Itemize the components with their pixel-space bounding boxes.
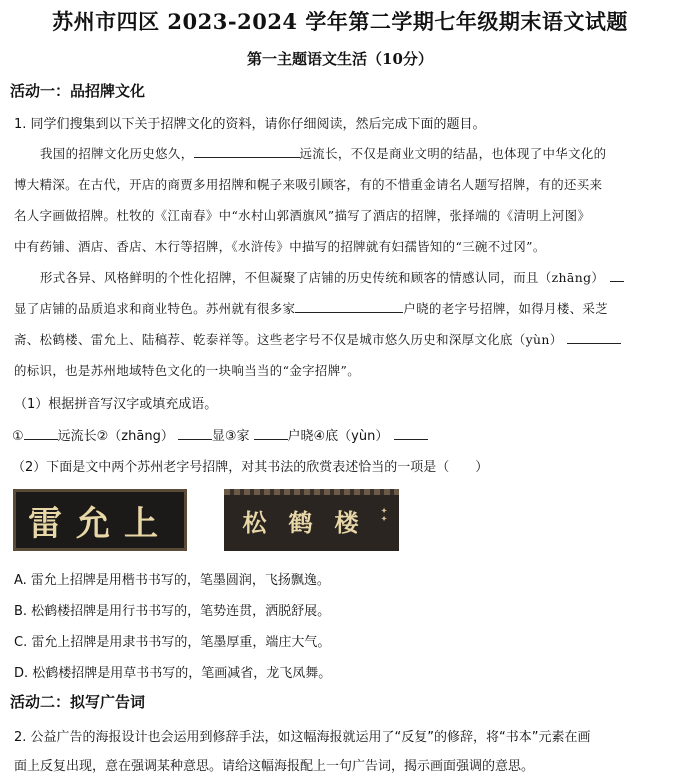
answer-blank[interactable] [24, 427, 58, 440]
page-title: 苏州市四区 2023-2024 学年第二学期七年级期末语文试题 [52, 9, 628, 34]
option-d[interactable]: D. 松鹤楼招牌是用草书书写的，笔画减省，龙飞凤舞。 [14, 666, 332, 681]
answer-blank[interactable] [194, 145, 300, 158]
signboard-songhelou: 松鹤楼 ✦✦ [224, 489, 399, 551]
passage-line: 我国的招牌文化历史悠久， 远流长，不仅是商业文明的结晶，也体现了中华文化的 [40, 146, 607, 161]
question-2-line: 面上反复出现，意在强调某种意思。请给这幅海报配上一句广告词，揭示画面强调的意思。 [14, 759, 535, 774]
answer-blank[interactable] [567, 331, 621, 344]
question-2-line: 2. 公益广告的海报设计也会运用到修辞手法，如这幅海报就运用了“反复”的修辞，将“书本”元素在画 [14, 730, 591, 745]
fill-line: ① 远流长②（zhāng） 显③家 户晓④底（yùn） [12, 425, 428, 444]
passage-line: 形式各异、风格鲜明的个性化招牌，不但凝聚了店铺的历史传统和顾客的情感认同，而且（zhāng） [40, 268, 624, 286]
passage-line: 中有药铺、酒店、香店、木行等招牌，《水浒传》中描写的招牌就有妇孺皆知的“三碗不过冈”。 [14, 239, 546, 254]
passage-line: 名人字画做招牌。杜牧的《江南春》中“水村山郭酒旗风”描写了酒店的招牌，张择端的《清明上河图》 [14, 208, 591, 223]
answer-blank[interactable] [254, 427, 288, 440]
answer-blank[interactable] [178, 427, 212, 440]
section-title: 第一主题语文生活（10分） [247, 50, 433, 68]
activity2-heading: 活动二：拟写广告词 [10, 693, 146, 711]
answer-blank[interactable] [394, 427, 428, 440]
passage-line: 的标识，也是苏州地域特色文化的一块响当当的“金字招牌”。 [14, 363, 361, 378]
option-c[interactable]: C. 雷允上招牌是用隶书书写的，笔墨厚重，端庄大气。 [14, 635, 331, 650]
sub-question-2: （2）下面是文中两个苏州老字号招牌，对其书法的欣赏表述恰当的一项是（ ） [12, 460, 489, 475]
passage-line: 斋、松鹤楼、雷允上、陆稿荐、乾泰祥等。这些老字号不仅是城市悠久历史和深厚文化底（yùn） [14, 330, 621, 348]
answer-blank[interactable] [295, 300, 403, 313]
option-b[interactable]: B. 松鹤楼招牌是用行书书写的，笔势连贯，洒脱舒展。 [14, 604, 331, 619]
answer-blank[interactable] [610, 269, 624, 282]
seal-stamp: ✦✦ [380, 507, 389, 523]
sub-question-1: （1）根据拼音写汉字或填充成语。 [14, 397, 218, 412]
activity1-heading: 活动一：品招牌文化 [10, 82, 146, 100]
question-1: 1. 同学们搜集到以下关于招牌文化的资料，请你仔细阅读，然后完成下面的题目。 [14, 117, 486, 132]
eave-decoration [224, 489, 399, 495]
passage-line: 博大精深。在古代，开店的商贾多用招牌和幌子来吸引顾客，有的不惜重金请名人题写招牌，有的还买来 [14, 177, 603, 192]
signboard-leiyunshang: 雷允上 [13, 489, 187, 551]
passage-line: 显了店铺的品质追求和商业特色。苏州就有很多家 户晓的老字号招牌，如得月楼、采芝 [14, 301, 609, 316]
option-a[interactable]: A. 雷允上招牌是用楷书书写的，笔墨圆润，飞扬飘逸。 [14, 573, 330, 588]
